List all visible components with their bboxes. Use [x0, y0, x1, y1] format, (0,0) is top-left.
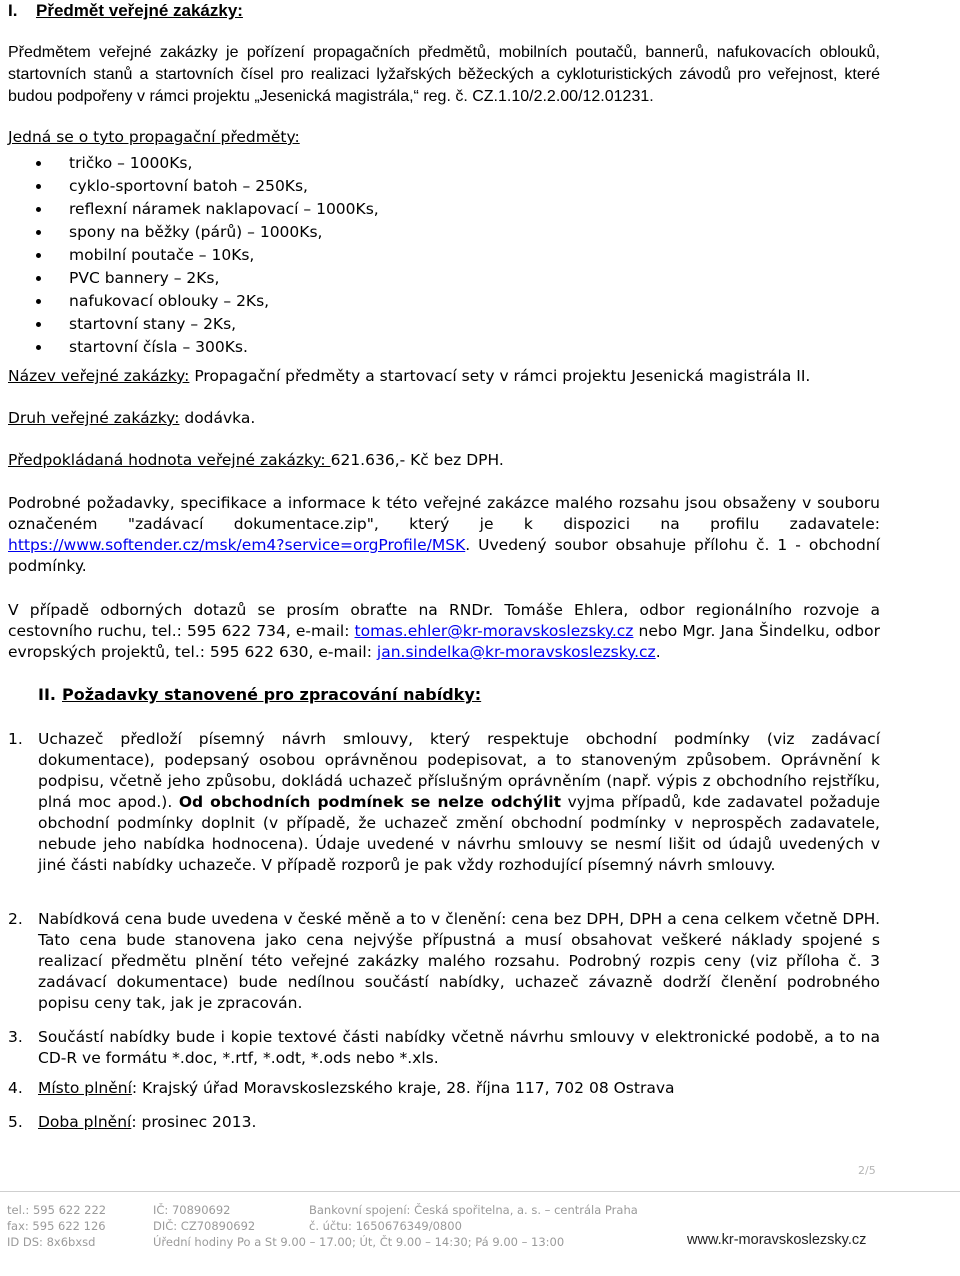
footer-divider — [0, 1191, 960, 1192]
estimated-value-line — [8, 450, 880, 471]
requirement-item-4 — [8, 1078, 880, 1099]
requirement-item-2 — [8, 909, 880, 1014]
footer-bank — [309, 1202, 638, 1234]
footer-contact — [7, 1202, 106, 1250]
estimated-value-label: Předpokládaná hodnota veřejné zakázky: — [8, 451, 331, 469]
footer-dic: DIČ: CZ70890692 — [153, 1219, 256, 1233]
place-value: : Krajský úřad Moravskoslezského kraje, 28. října 117, 702 08 Ostrava — [131, 1079, 675, 1097]
contract-type-label: Druh veřejné zakázky: — [8, 409, 180, 427]
item-text: Uchazeč předloží písemný návrh smlouvy, který respektuje obchodní podmínky (viz zadávací dokumentace), podepsaný osobou oprávněnou podepisovat, a to stanoveným způsobem. Oprávnění k podpisu, včetně jeho způsobu, dokládá uchazeč příslušným oprávněním (např. výpis z obchodního rejstříku, plná moc apod.). — [38, 730, 880, 811]
estimated-value: 621.636,- Kč bez DPH. — [330, 451, 504, 469]
requirement-item-3 — [8, 1027, 880, 1069]
term-value: : prosinec 2013. — [131, 1113, 257, 1131]
item-text-end: vyjma případů, kde zadavatel požaduje obchodní podmínky doplnit (v případě, že uchazeč změní obchodní podmínky v neprospěch zadavatele, nebude jeho nabídka hodnocena). Údaje uvedené v návrhu smlouvy se nesmí lišit od údajů uvedených v jiné části nabídky uchazeče. V případě rozporů je pak vždy rozhodující písemný návrh smlouvy. — [38, 793, 880, 874]
footer-fax: fax: 595 622 126 — [7, 1219, 106, 1233]
requirement-item-1 — [8, 729, 880, 876]
contact-text: V případě odborných dotazů se prosím obraťte na RNDr. Tomáše Ehlera, odbor regionálního rozvoje a cestovního ruchu, tel.: 595 622 734, e-mail: — [8, 601, 880, 640]
contract-name-label: Název veřejné zakázky: — [8, 367, 190, 385]
contract-type-line — [8, 408, 880, 429]
section-2-title: Požadavky stanovené pro zpracování nabídky: — [62, 685, 482, 704]
item-text: Součástí nabídky bude i kopie textové části nabídky včetně návrhu smlouvy v elektronické podobě, a to na CD-R ve formátu *.doc, *.rtf, *.odt, *.ods nebo *.xls. — [38, 1028, 880, 1067]
promo-items-list — [0, 152, 600, 359]
item-number: 4. — [8, 1079, 23, 1097]
list-item: nafukovací oblouky – 2Ks, — [0, 290, 600, 313]
footer-data-box: ID DS: 8x6bxsd — [7, 1235, 96, 1249]
contract-type-value: dodávka. — [179, 409, 256, 427]
contact-text-end: . — [655, 643, 661, 661]
details-paragraph — [8, 493, 880, 577]
item-number: 1. — [8, 730, 23, 748]
footer-ic: IČ: 70890692 — [153, 1203, 231, 1217]
section-1-title: Předmět veřejné zakázky: — [36, 1, 243, 20]
item-number: 3. — [8, 1028, 23, 1046]
list-item: PVC bannery – 2Ks, — [0, 267, 600, 290]
list-item: tričko – 1000Ks, — [0, 152, 600, 175]
requirement-item-5 — [8, 1112, 880, 1133]
profile-link[interactable]: https://www.softender.cz/msk/em4?service=orgProfile/MSK — [8, 536, 466, 554]
item-number: 5. — [8, 1113, 23, 1131]
section-2-heading — [38, 684, 481, 706]
email-link-ehler[interactable]: tomas.ehler@kr-moravskoslezsky.cz — [354, 622, 634, 640]
contract-name-line — [8, 366, 880, 387]
footer-office-hours: Úřední hodiny Po a St 9.00 – 17.00; Út, Čt 9.00 – 14:30; Pá 9.00 – 13:00 — [153, 1235, 565, 1249]
item-text: Nabídková cena bude uvedena v české měně a to v členění: cena bez DPH, DPH a cena celkem včetně DPH. Tato cena bude stanovena jako cena nejvýše přípustná a musí obsahovat veškeré náklady spojené s realizací předmětu plnění této veřejné zakázky malého rozsahu. Podrobný rozpis ceny (viz příloha č. 3 zadávací dokumentace) bude nedílnou součástí nabídky, uchazeč závazně dodrží členění podrobného popisu ceny tak, jak je zpracován. — [38, 910, 880, 1012]
email-link-sindelka[interactable]: jan.sindelka@kr-moravskoslezsky.cz — [376, 643, 656, 661]
section-2-number: II. — [38, 685, 56, 704]
footer-phone: tel.: 595 622 222 — [7, 1203, 107, 1217]
page-number: 2/5 — [858, 1164, 876, 1177]
list-item: mobilní poutače – 10Ks, — [0, 244, 600, 267]
contract-name-value: Propagační předměty a startovací sety v rámci projektu Jesenická magistrála II. — [189, 367, 811, 385]
items-label-line — [8, 127, 880, 148]
list-item: cyklo-sportovní batoh – 250Ks, — [0, 175, 600, 198]
footer-bank-name: Bankovní spojení: Česká spořitelna, a. s. – centrála Praha — [309, 1203, 638, 1217]
intro-paragraph: Předmětem veřejné zakázky je pořízení propagačních předmětů, mobilních poutačů, bannerů, nafukovacích oblouků, startovních stanů a startovních čísel pro realizaci lyžařských běžeckých a cykloturistických závodů pro veřejnost, které budou podpořeny v rámci projektu „Jesenická magistrála,“ reg. č. CZ.1.10/2.2.00/12.01231. — [8, 44, 880, 105]
section-1-number: I. — [8, 1, 18, 20]
list-item: reflexní náramek naklapovací – 1000Ks, — [0, 198, 600, 221]
item-bold-text: Od obchodních podmínek se nelze odchýlit — [178, 793, 562, 811]
details-text: Podrobné požadavky, specifikace a informace k této veřejné zakázce malého rozsahu jsou obsaženy v souboru označeném "zadávací dokumentace.zip", který je k dispozici na profilu zadavatele: — [8, 494, 880, 533]
footer-account: č. účtu: 1650676349/0800 — [309, 1219, 462, 1233]
item-number: 2. — [8, 910, 23, 928]
contact-paragraph — [8, 600, 880, 663]
place-label: Místo plnění — [38, 1079, 132, 1097]
list-item: startovní čísla – 300Ks. — [0, 336, 600, 359]
section-1-heading — [8, 0, 948, 22]
list-item: startovní stany – 2Ks, — [0, 313, 600, 336]
list-item: spony na běžky (párů) – 1000Ks, — [0, 221, 600, 244]
term-label: Doba plnění — [38, 1113, 132, 1131]
items-label: Jedná se o tyto propagační předměty: — [8, 128, 300, 146]
footer-website[interactable]: www.kr-moravskoslezsky.cz — [687, 1232, 867, 1248]
contact-text-middle: nebo Mgr. Jana Šindelku, odbor evropských projektů, tel.: 595 622 630, e-mail: — [8, 622, 880, 661]
details-text-end: . Uvedený soubor obsahuje přílohu č. 1 - obchodní podmínky. — [8, 536, 880, 575]
